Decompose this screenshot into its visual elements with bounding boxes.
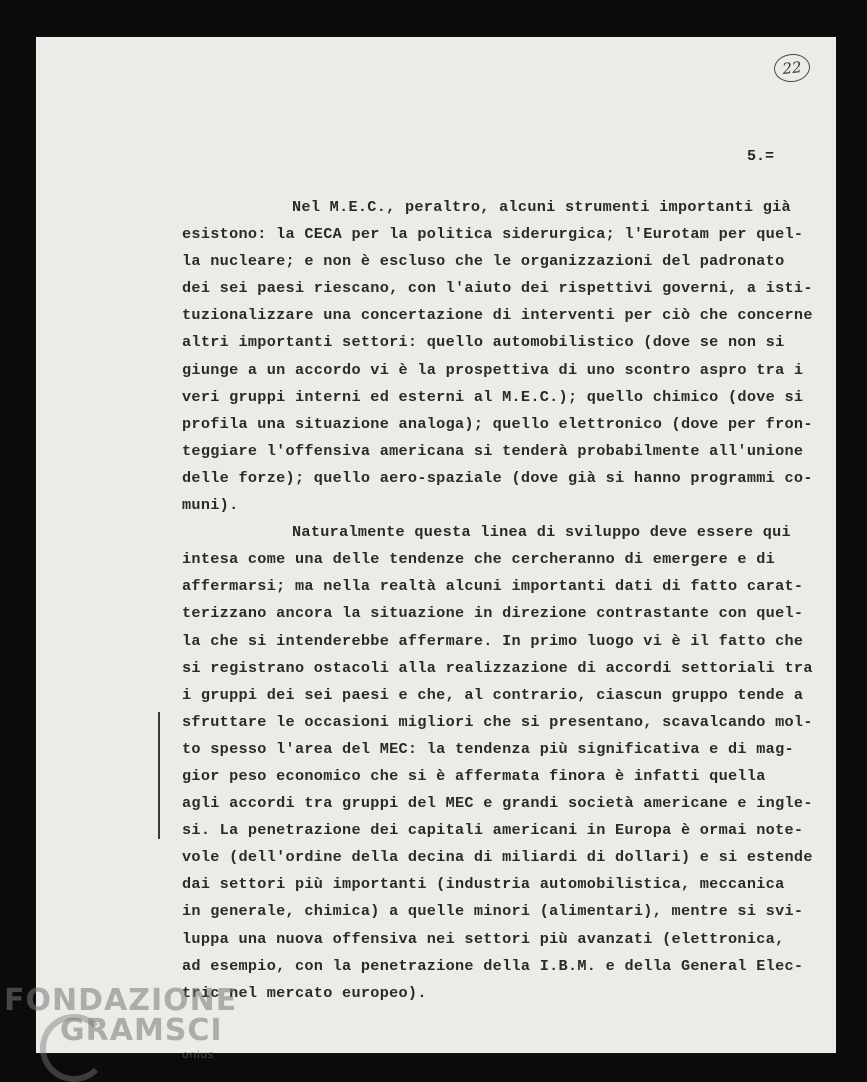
text-line: si. La penetrazione dei capitali americani in Europa è ormai note-	[182, 821, 804, 840]
text-line: intesa come una delle tendenze che cercheranno di emergere e di	[182, 550, 776, 569]
text-line: Nel M.E.C., peraltro, alcuni strumenti importanti già	[292, 198, 791, 216]
margin-pen-mark	[158, 712, 160, 839]
text-line: ad esempio, con la penetrazione della I.B.M. e della General Elec-	[182, 956, 804, 975]
watermark-line2: GRAMSCI	[60, 1013, 223, 1048]
watermark-line3: onlus	[182, 1048, 214, 1061]
watermark-g-mark	[40, 1014, 108, 1082]
watermark-logo	[4, 983, 238, 1061]
text-line: muni).	[182, 496, 239, 515]
text-line: dei sei paesi riescano, con l'aiuto dei rispettivi governi, a isti-	[182, 279, 813, 298]
text-line: altri importanti settori: quello automobilistico (dove se non si	[182, 333, 785, 352]
text-line: Naturalmente questa linea di sviluppo deve essere qui	[292, 523, 791, 542]
text-line: la che si intenderebbe affermare. In primo luogo vi è il fatto che	[182, 631, 804, 650]
text-line: to spesso l'area del MEC: la tendenza più significativa e di mag-	[182, 739, 794, 758]
text-line: terizzano ancora la situazione in direzione contrastante con quel-	[182, 604, 804, 623]
text-line: delle forze); quello aero-spaziale (dove già si hanno programmi co-	[182, 468, 813, 487]
text-line: i gruppi dei sei paesi e che, al contrario, ciascun gruppo tende a	[182, 685, 804, 704]
text-line: agli accordi tra gruppi del MEC e grandi società americane e ingle-	[182, 794, 813, 813]
text-line: vole (dell'ordine della decina di miliardi di dollari) e si estende	[182, 848, 813, 867]
text-line: affermarsi; ma nella realtà alcuni importanti dati di fatto carat-	[182, 577, 804, 596]
text-line: tuzionalizzare una concertazione di interventi per ciò che concerne	[182, 306, 813, 325]
text-line: teggiare l'offensiva americana si tenderà probabilmente all'unione	[182, 441, 804, 460]
text-line: gior peso economico che si è affermata finora è infatti quella	[182, 766, 766, 785]
text-line: si registrano ostacoli alla realizzazione di accordi settoriali tra	[182, 658, 813, 677]
text-line: tric nel mercato europeo).	[182, 983, 427, 1002]
typed-text-body	[182, 194, 822, 1007]
text-line: luppa una nuova offensiva nei settori più avanzati (elettronica,	[182, 929, 785, 948]
text-line: in generale, chimica) a quelle minori (alimentari), mentre si svi-	[182, 902, 804, 921]
text-line: la nucleare; e non è escluso che le organizzazioni del padronato	[182, 252, 785, 271]
text-line: veri gruppi interni ed esterni al M.E.C.); quello chimico (dove si	[182, 387, 804, 406]
folio-number: 22	[773, 52, 812, 84]
text-line: sfruttare le occasioni migliori che si presentano, scavalcando mol-	[182, 712, 813, 731]
text-line: giunge a un accordo vi è la prospettiva di uno scontro aspro tra i	[182, 360, 804, 379]
watermark-line1: FONDAZIONE	[4, 983, 238, 1018]
text-line: esistono: la CECA per la politica siderurgica; l'Eurotam per quel-	[182, 225, 804, 244]
text-line: dai settori più importanti (industria automobilistica, meccanica	[182, 875, 785, 894]
page-number: 5.=	[747, 148, 775, 165]
text-line: profila una situazione analoga); quello elettronico (dove per fron-	[182, 414, 813, 433]
